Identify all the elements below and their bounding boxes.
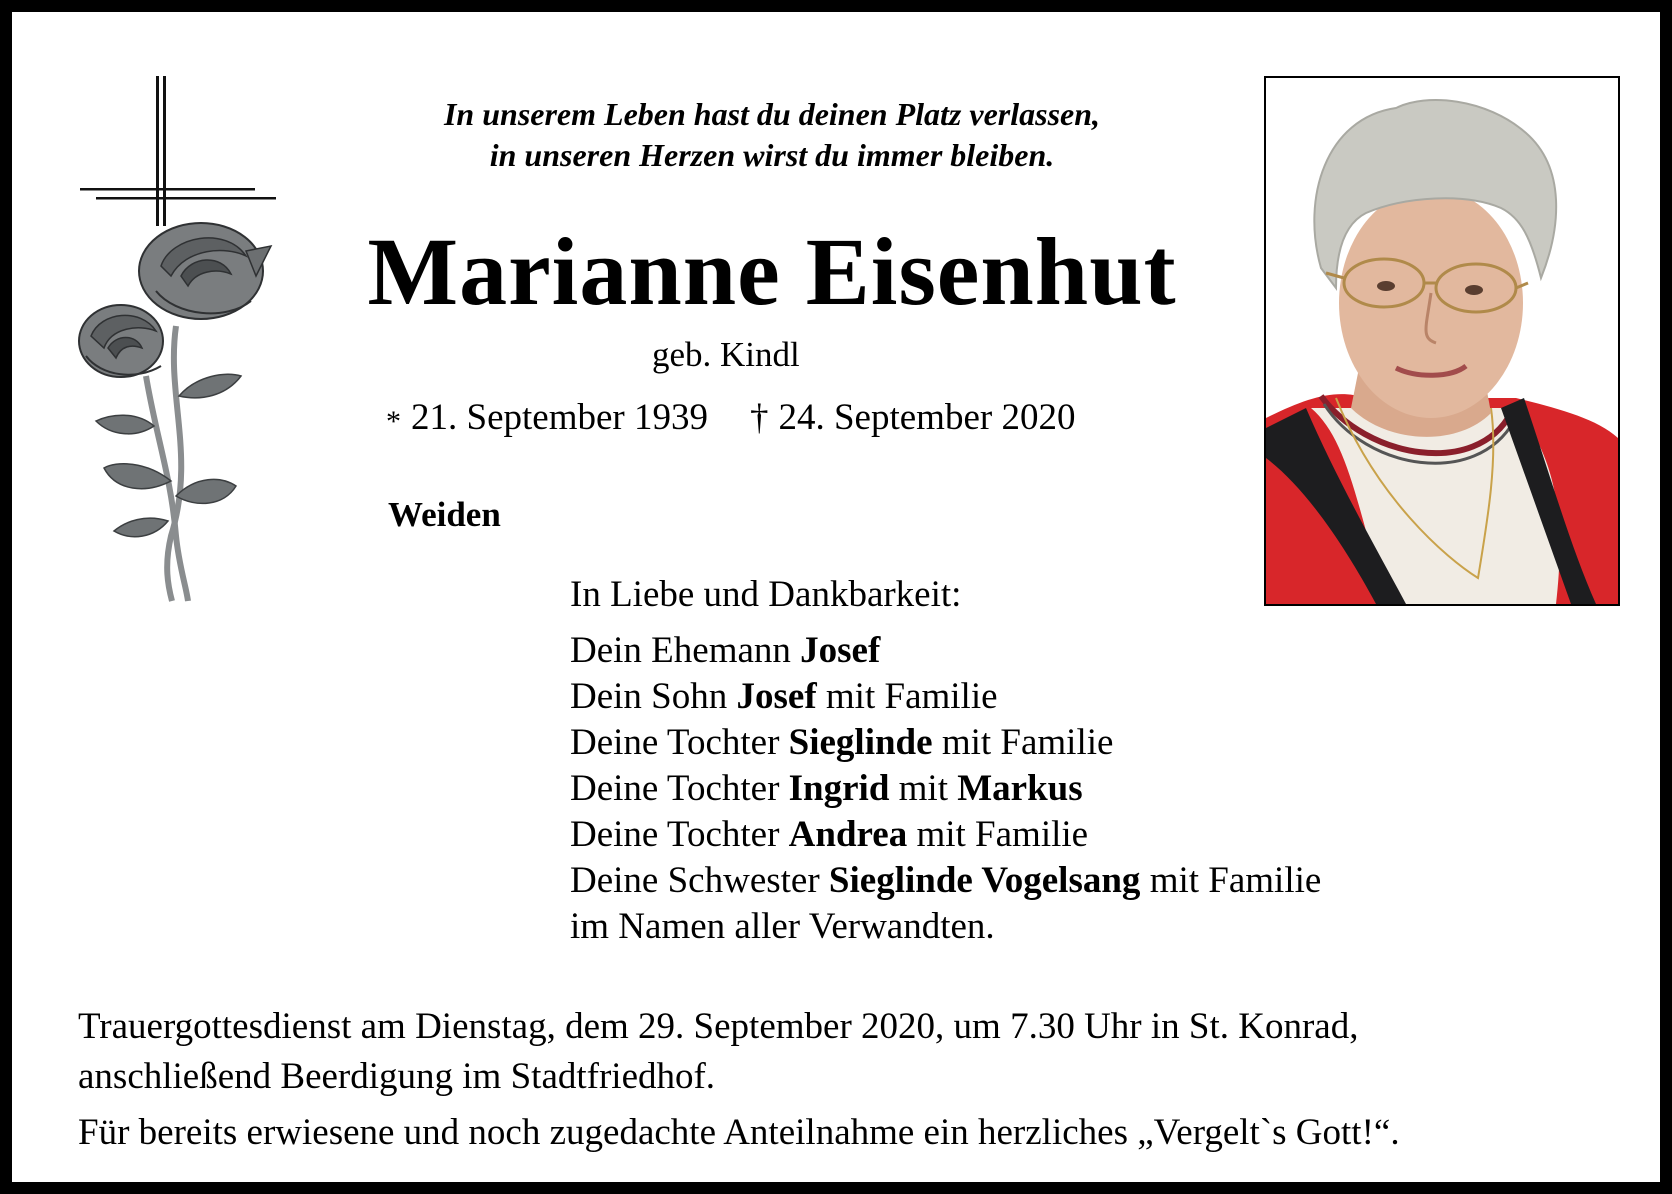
verse-line-1: In unserem Leben hast du deinen Platz verlassen,: [443, 96, 1101, 132]
birth-name: geb. Kindl: [652, 335, 800, 374]
mourner-name: Ingrid: [788, 768, 890, 809]
cross-roses-icon: [76, 76, 296, 606]
memorial-verse: [352, 94, 1192, 176]
died-symbol-icon: †: [749, 397, 769, 438]
born-symbol-icon: *: [386, 405, 401, 438]
mourner-line: Deine Schwester Sieglinde Vogelsang mit Familie: [570, 860, 1322, 901]
verse-line-2: in unseren Herzen wirst du immer bleiben.: [489, 137, 1055, 173]
mourners-intro: In Liebe und Dankbarkeit:: [570, 574, 962, 615]
deceased-name: Marianne Eisenhut: [367, 218, 1177, 325]
mourner-name: Sieglinde Vogelsang: [828, 860, 1141, 901]
mourner-line: Dein Sohn Josef mit Familie: [570, 676, 998, 717]
thanks-note: Für bereits erwiesene und noch zugedachte Anteilnahme ein herzliches „Vergelt`s Gott!“.: [78, 1112, 1400, 1153]
funeral-service-info: [78, 1002, 1358, 1102]
died-date: 24. September 2020: [778, 397, 1076, 438]
mourner-line: Deine Tochter Sieglinde mit Familie: [570, 722, 1114, 763]
mourner-line: Deine Tochter Andrea mit Familie: [570, 814, 1089, 855]
portrait-photo: [1264, 76, 1620, 606]
mourner-name: Josef: [800, 630, 881, 671]
mourner-name: Josef: [736, 676, 817, 717]
mourner-name: Andrea: [788, 814, 908, 855]
mourner-name: Sieglinde: [788, 722, 933, 763]
mourner-name: Markus: [957, 768, 1083, 809]
place: Weiden: [388, 495, 501, 534]
mourners-list: [570, 572, 1321, 950]
mourner-line: Deine Tochter Ingrid mit Markus: [570, 768, 1083, 809]
mourners-closing: im Namen aller Verwandten.: [570, 906, 995, 947]
service-line-1: Trauergottesdienst am Dienstag, dem 29. September 2020, um 7.30 Uhr in St. Konrad,: [78, 1006, 1359, 1047]
life-dates: [386, 396, 1075, 442]
born-date: 21. September 1939: [411, 397, 708, 438]
service-line-2: anschließend Beerdigung im Stadtfriedhof.: [78, 1056, 716, 1097]
mourner-line: Dein Ehemann Josef: [570, 630, 881, 671]
